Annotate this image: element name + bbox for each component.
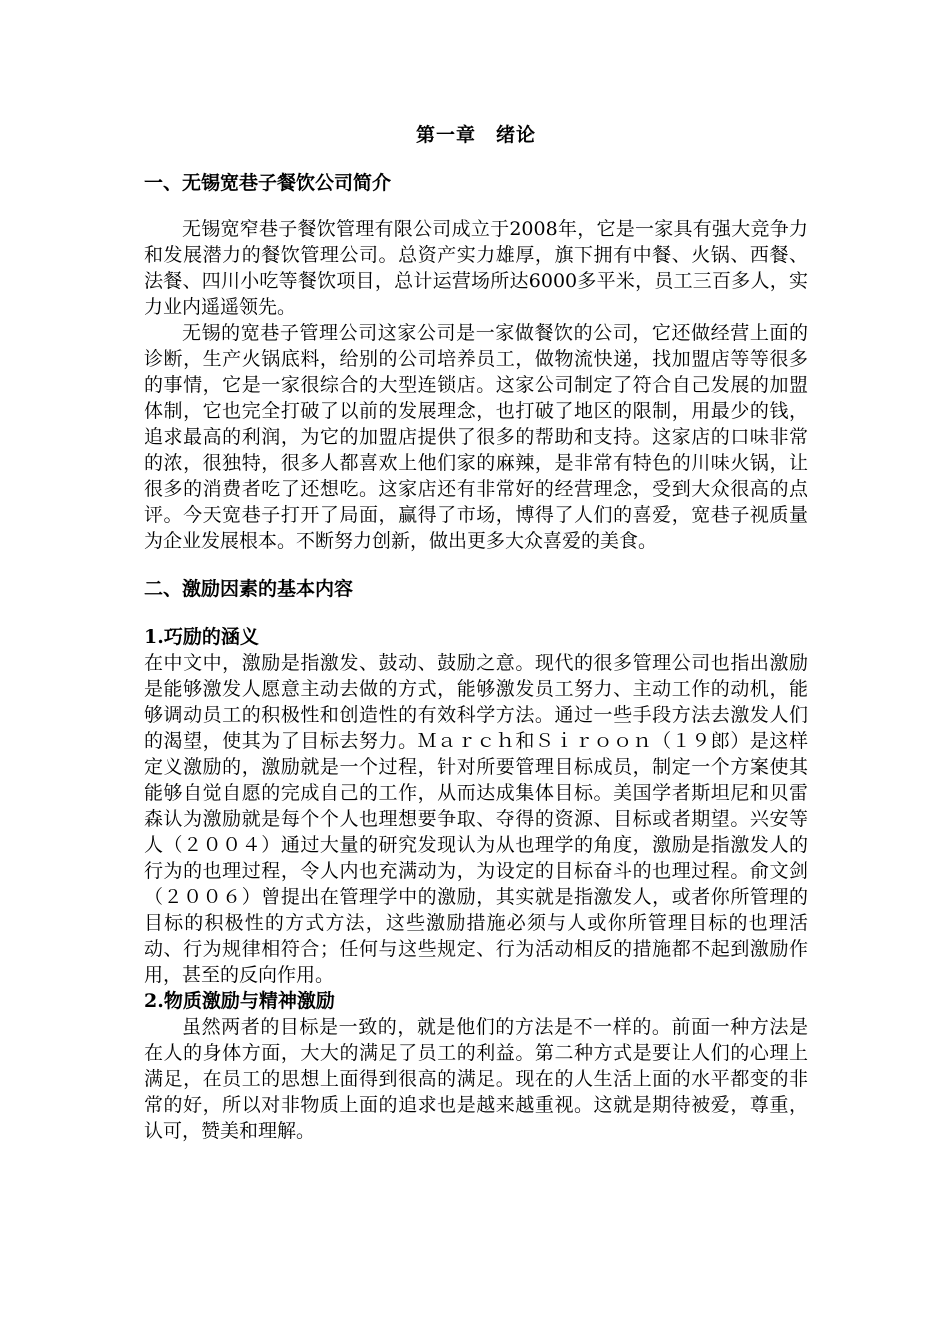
section-heading-company-intro: 一、无锡宽巷子餐饮公司简介: [144, 172, 392, 194]
paragraph-material-spiritual-incentive: 虽然两者的目标是一致的，就是他们的方法是不一样的。前面一种方法是在人的身体方面，大大的满足了员工的利益。第二种方式是要让人们的心理上满足，在员工的思想上面得到很高的满足。现在的人生活上面的水平都变的非常的好，所以对非物质上面的追求也是越来越重视。这就是期待被爱，尊重，认可，赞美和理解。: [144, 1016, 808, 1142]
paragraph-company-intro-1: 无锡宽窄巷子餐饮管理有限公司成立于2008年，它是一家具有强大竞争力和发展潜力的餐饮管理公司。总资产实力雄厚，旗下拥有中餐、火锅、西餐、法餐、四川小吃等餐饮项目，总计运营场所达6000多平米，员工三百多人，实力业内遥遥领先。: [144, 218, 808, 318]
paragraph-company-intro-2: 无锡的宽巷子管理公司这家公司是一家做餐饮的公司，它还做经营上面的诊断，生产火锅底料，给别的公司培养员工，做物流快递，找加盟店等等很多的事情，它是一家很综合的大型连锁店。这家公司制定了符合自己发展的加盟体制，它也完全打破了以前的发展理念，也打破了地区的限制，用最少的钱，追求最高的利润，为它的加盟店提供了很多的帮助和支持。这家店的口味非常的浓，很独特，很多人都喜欢上他们家的麻辣，是非常有特色的川味火锅，让很多的消费者吃了还想吃。这家店还有非常好的经营理念，受到大众很高的点评。今天宽巷子打开了局面，赢得了市场，博得了人们的喜爱，宽巷子视质量为企业发展根本。不断努力创新，做出更多大众喜爱的美食。: [144, 322, 808, 552]
chapter-title: 第一章 绪论: [415, 124, 536, 146]
section-heading-incentive-factors: 二、激励因素的基本内容: [144, 578, 354, 600]
paragraph-incentive-meaning: 在中文中，激励是指激发、鼓动、鼓励之意。现代的很多管理公司也指出激励是能够激发人愿意主动去做的方式，能够激发员工努力、主动工作的动机，能够调动员工的积极性和创造性的有效科学方法。通过一些手段方法去激发人们的渴望，使其为了目标去努力。Ｍａｒｃｈ和Ｓｉｒｏｏｎ（１９郎）是这样定义激励的，激励就是一个过程，针对所要管理目标成员，制定一个方案使其能够自觉自愿的完成自己的工作，从而达成集体目标。美国学者斯坦尼和贝雷森认为激励就是每个个人也理想要争取、夺得的资源、目标或者期望。兴安等人（２００４）通过大量的研究发现认为从也理学的角度，激励是指激发人的行为的也理过程，令人内也充满动为，为设定的目标奋斗的也理过程。俞文剑（２００６）曾提出在管理学中的激励，其实就是指激发人，或者你所管理的目标的积极性的方式方法，这些激励措施必须与人或你所管理目标的也理活动、行为规律相符合；任何与这些规定、行为活动相反的措施都不起到激励作用，甚至的反向作用。: [144, 652, 808, 986]
document-page: [144, 120, 808, 1144]
subheading-incentive-meaning: 1.巧励的涵义: [144, 626, 259, 648]
subheading-material-spiritual-incentive: 2.物质激励与精神激励: [144, 990, 335, 1012]
